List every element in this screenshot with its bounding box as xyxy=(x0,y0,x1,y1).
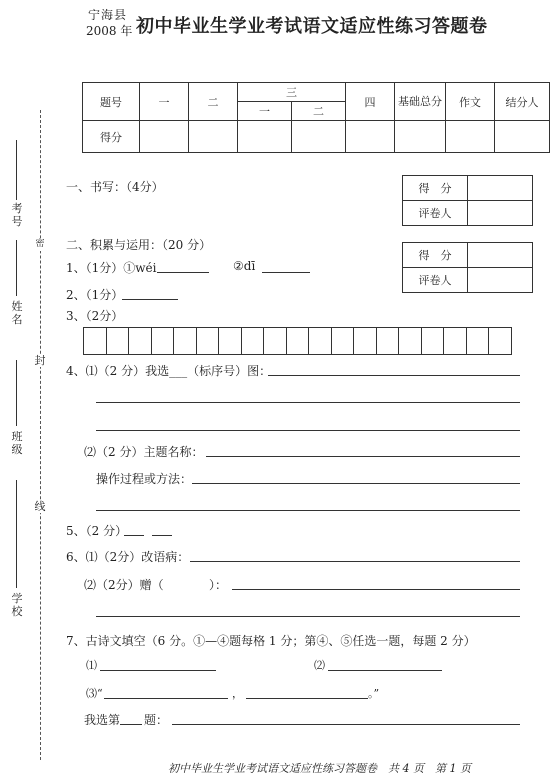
score-cell[interactable] xyxy=(495,121,550,153)
score-header-3: 三 xyxy=(238,83,346,102)
score-header-1: 一 xyxy=(140,83,189,121)
grid-cell[interactable] xyxy=(443,327,467,355)
grid-cell[interactable] xyxy=(286,327,310,355)
q4-theme-line[interactable] xyxy=(206,456,520,457)
grid-cell[interactable] xyxy=(106,327,130,355)
page-title: 初中毕业生学业考试语文适应性练习答题卷 xyxy=(136,16,488,37)
q1-prefix: 1、（1分）①wéi xyxy=(66,261,157,275)
q4-method-line[interactable] xyxy=(96,510,520,511)
q7-choice-number-line[interactable] xyxy=(120,724,142,725)
section1-defen-cell[interactable] xyxy=(468,176,533,201)
score-header-2: 二 xyxy=(189,83,238,121)
score-header-jichu: 基础总分 xyxy=(395,83,446,121)
score-header-4: 四 xyxy=(346,83,395,121)
q4-method-line[interactable] xyxy=(192,483,520,484)
score-header-zuowen: 作文 xyxy=(446,83,495,121)
score-cell[interactable] xyxy=(140,121,189,153)
grid-cell[interactable] xyxy=(196,327,220,355)
score-cell[interactable] xyxy=(395,121,446,153)
q6-answer-line[interactable] xyxy=(96,616,520,617)
side-line-banji xyxy=(16,360,17,426)
section2-defen-cell[interactable] xyxy=(468,243,533,268)
grid-cell[interactable] xyxy=(398,327,422,355)
score-cell[interactable] xyxy=(346,121,395,153)
side-mark-mi: 密 xyxy=(33,238,47,251)
score-header-3-2: 二 xyxy=(292,102,346,121)
q3-character-grid xyxy=(84,327,512,355)
side-label-xingming: 姓名 xyxy=(11,300,23,326)
grid-cell[interactable] xyxy=(241,327,265,355)
q3-label: 3、（2分） xyxy=(66,309,124,323)
grid-cell[interactable] xyxy=(308,327,332,355)
q4-answer-line[interactable] xyxy=(96,402,520,403)
section2-pingjuan-label: 评卷人 xyxy=(403,268,468,293)
section1-title: 一、书写：（4分） xyxy=(66,180,164,194)
score-header-jiefenren: 结分人 xyxy=(495,83,550,121)
section1-score-box xyxy=(402,175,533,226)
q7-answer-line[interactable] xyxy=(104,698,228,699)
grid-cell[interactable] xyxy=(466,327,490,355)
grid-cell[interactable] xyxy=(151,327,175,355)
q2-answer-line[interactable] xyxy=(122,299,178,300)
page-footer: 初中毕业生学业考试语文适应性练习答题卷 共 4 页 第 1 页 xyxy=(168,762,471,775)
q4-answer-line[interactable] xyxy=(96,430,520,431)
score-row-label: 得分 xyxy=(83,121,140,153)
section1-pingjuan-label: 评卷人 xyxy=(403,201,468,226)
q1-mid: ②dī xyxy=(233,259,256,273)
q7-item3-label-c: 。” xyxy=(368,687,380,700)
score-cell[interactable] xyxy=(446,121,495,153)
q4-part3-label: 操作过程或方法： xyxy=(96,472,193,486)
q4-part2-label: ⑵（2 分）主题名称： xyxy=(84,445,204,459)
q4-part1-label: 4、⑴（2 分）我选___（标序号）图： xyxy=(66,364,272,378)
q7-item2-label: ⑵ xyxy=(314,659,325,672)
score-header-3-1: 一 xyxy=(238,102,292,121)
side-label-xuexiao: 学校 xyxy=(11,592,23,618)
section1-pingjuan-cell[interactable] xyxy=(468,201,533,226)
grid-cell[interactable] xyxy=(173,327,197,355)
side-line-xuexiao xyxy=(16,480,17,588)
q6-part1-label: 6、⑴（2分）改语病： xyxy=(66,550,190,564)
score-cell[interactable] xyxy=(189,121,238,153)
q7-item3-label-b: ， xyxy=(232,687,243,700)
q1-answer-line-2[interactable] xyxy=(262,272,310,273)
q7-item3-label-a: ⑶“ xyxy=(86,687,103,700)
q7-answer-line[interactable] xyxy=(172,724,520,725)
grid-cell[interactable] xyxy=(376,327,400,355)
side-line-kaohao xyxy=(16,140,17,200)
q5-answer-line[interactable] xyxy=(152,535,172,536)
side-line-xingming xyxy=(16,240,17,296)
year-label: 2008 年 xyxy=(86,24,133,38)
q7-answer-line[interactable] xyxy=(246,698,368,699)
q7-choice-label-b: 题： xyxy=(144,713,169,727)
grid-cell[interactable] xyxy=(128,327,152,355)
section1-defen-label: 得 分 xyxy=(403,176,468,201)
side-label-kaohao: 考号 xyxy=(11,202,23,228)
section2-score-box xyxy=(402,242,533,293)
side-label-banji: 班级 xyxy=(11,430,23,456)
q5-answer-line[interactable] xyxy=(124,535,144,536)
q7-item1-label: ⑴ xyxy=(86,659,97,672)
grid-cell[interactable] xyxy=(331,327,355,355)
q6-answer-line[interactable] xyxy=(190,561,520,562)
q4-answer-line[interactable] xyxy=(268,375,520,376)
section2-defen-label: 得 分 xyxy=(403,243,468,268)
section2-title: 二、积累与运用：（20 分） xyxy=(66,238,212,252)
side-mark-xian: 线 xyxy=(34,500,46,513)
q7-label: 7、古诗文填空（6 分。①—④题每格 1 分；第④、⑤任选一题，每题 2 分） xyxy=(66,634,476,648)
section2-pingjuan-cell[interactable] xyxy=(468,268,533,293)
grid-cell[interactable] xyxy=(421,327,445,355)
grid-cell[interactable] xyxy=(83,327,107,355)
binding-dashed-line xyxy=(40,110,41,760)
q7-answer-line[interactable] xyxy=(100,670,216,671)
q5-label: 5、（2 分） xyxy=(66,524,128,538)
q2-label: 2、（1分） xyxy=(66,288,124,302)
grid-cell[interactable] xyxy=(263,327,287,355)
side-mark-feng: 封 xyxy=(34,354,46,367)
q6-part2-label-a: ⑵（2分）赠（ xyxy=(84,578,164,592)
q7-answer-line[interactable] xyxy=(328,670,442,671)
score-table xyxy=(82,82,550,153)
grid-cell[interactable] xyxy=(488,327,512,355)
county-label: 宁海县 xyxy=(88,8,128,22)
grid-cell[interactable] xyxy=(353,327,377,355)
q1-answer-line-1[interactable] xyxy=(157,272,209,273)
q6-part2-label-b: ）： xyxy=(209,578,228,592)
q6-answer-line[interactable] xyxy=(232,589,520,590)
q7-choice-label-a: 我选第 xyxy=(84,713,121,727)
score-cell[interactable] xyxy=(238,121,292,153)
grid-cell[interactable] xyxy=(218,327,242,355)
score-header-tihao: 题号 xyxy=(83,83,140,121)
score-cell[interactable] xyxy=(292,121,346,153)
